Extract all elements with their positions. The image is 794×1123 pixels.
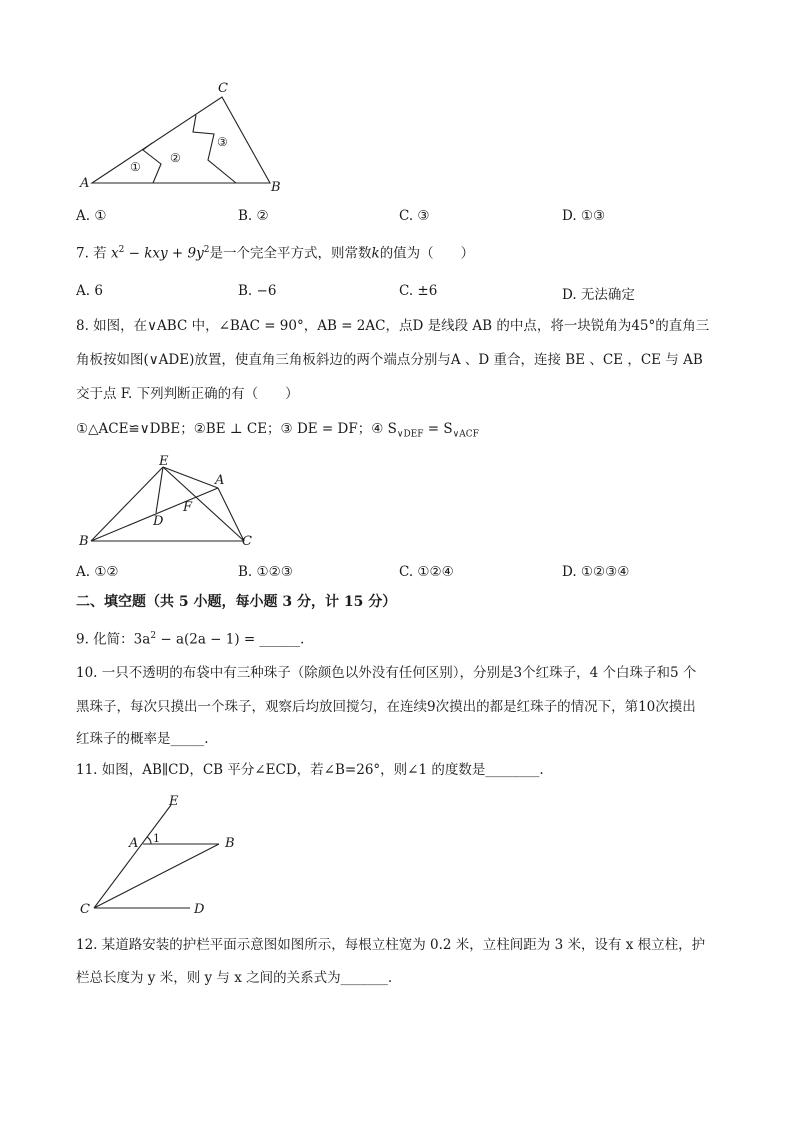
q8-option-d: D. ①②③④ xyxy=(562,564,630,580)
q8-label-b: B xyxy=(79,534,89,549)
q8-statements-text: ①△ACE≌∨DBE；②BE ⊥ CE；③ DE = DF；④ S xyxy=(76,421,397,437)
q9-text-b: − a(2a − 1) = ______. xyxy=(156,631,305,648)
fig1-region-3: ③ xyxy=(217,135,228,149)
q11-line-cb xyxy=(94,844,219,908)
q7-expr-tail: 是一个完全平方式，则常数 xyxy=(209,245,372,262)
q8-option-b: B. ①②③ xyxy=(238,564,293,580)
q6-option-a: A. ① xyxy=(76,208,107,224)
q7-k: k xyxy=(371,245,380,262)
fig1-label-a: A xyxy=(80,176,90,191)
q11-label-c: C xyxy=(80,902,90,917)
q8-line-2: 角板按如图(∨ADE)放置，使直角三角板斜边的两个端点分别与A 、D 重合，连接 BE 、CE ，CE 与 AB xyxy=(76,352,703,368)
q8-label-d: D xyxy=(153,514,164,529)
q8-label-a: A xyxy=(215,473,225,488)
section-2-title: 二、填空题（共 5 小题，每小题 3 分，计 15 分） xyxy=(76,594,397,610)
q8-line-1: 8. 如图，在∨ABC 中，∠BAC = 90°，AB = 2AC，点D 是线段 AB 的中点，将一块锐角为45°的直角三 xyxy=(76,318,710,334)
q8-sub-1: ∨DEF xyxy=(396,429,424,440)
fig1-label-c: C xyxy=(218,81,228,96)
q11-question: 11. 如图，AB∥CD，CB 平分∠ECD，若∠B=26°，则∠1 的度数是________. xyxy=(76,762,544,778)
q8-label-c: C xyxy=(242,534,252,549)
q11-line-ce xyxy=(94,805,171,908)
q11-angle-1-arc xyxy=(147,837,151,844)
q7-expr-x: x xyxy=(110,245,119,262)
q12-line-1: 12. 某道路安装的护栏平面示意图如图所示，每根立柱宽为 0.2 米，立柱间距为 3 米，设有 x 根立柱，护 xyxy=(76,937,706,953)
q10-line-1: 10. 一只不透明的布袋中有三种珠子（除颜色以外没有任何区别），分别是3个红珠子，4 个白珠子和5 个 xyxy=(76,665,697,681)
q8-option-c: C. ①②④ xyxy=(399,564,454,580)
q11-label-1: 1 xyxy=(153,832,160,845)
q8-option-a: A. ①② xyxy=(76,564,119,580)
q10-line-3: 红珠子的概率是_____. xyxy=(76,731,209,747)
q7-exp-1: 2 xyxy=(118,245,125,255)
q11-label-b: B xyxy=(225,836,235,851)
q7-number: 7. 若 xyxy=(76,245,107,262)
q7-option-a: A. 6 xyxy=(76,283,103,299)
fig1-label-b: B xyxy=(271,180,281,195)
q9-exp: 2 xyxy=(150,631,157,641)
q11-label-a: A xyxy=(129,836,139,851)
fig1-region-2: ② xyxy=(170,151,181,165)
q7-option-c: C. ±6 xyxy=(399,283,438,299)
q7-option-d: D. 无法确定 xyxy=(562,287,635,303)
q7-option-b: B. −6 xyxy=(238,283,277,299)
q7-expr-mid: − kxy + 9y xyxy=(124,245,204,262)
q8-label-f: F xyxy=(183,500,193,515)
q7-exp-2: 2 xyxy=(203,245,210,255)
q8-eq: = S xyxy=(423,421,453,437)
q8-line-3: 交于点 F. 下列判断正确的有（ ） xyxy=(76,386,299,402)
q8-sub-2: ∨ACF xyxy=(452,429,479,440)
q6-option-b: B. ② xyxy=(238,208,269,224)
q8-label-e: E xyxy=(159,454,169,469)
q6-option-d: D. ①③ xyxy=(562,208,606,224)
q9-text-a: 9. 化简：3a xyxy=(76,631,151,648)
q10-line-2: 黑珠子，每次只摸出一个珠子，观察后均放回搅匀，在连续9次摸出的都是红珠子的情况下，第10次摸出 xyxy=(76,699,696,715)
q11-label-e: E xyxy=(169,794,179,809)
fig1-region-1: ① xyxy=(130,160,141,174)
q6-option-c: C. ③ xyxy=(399,208,430,224)
q11-label-d: D xyxy=(194,902,205,917)
q12-line-2: 栏总长度为 y 米，则 y 与 x 之间的关系式为_______. xyxy=(76,970,393,986)
q7-rest: 的值为（ ） xyxy=(379,245,475,262)
